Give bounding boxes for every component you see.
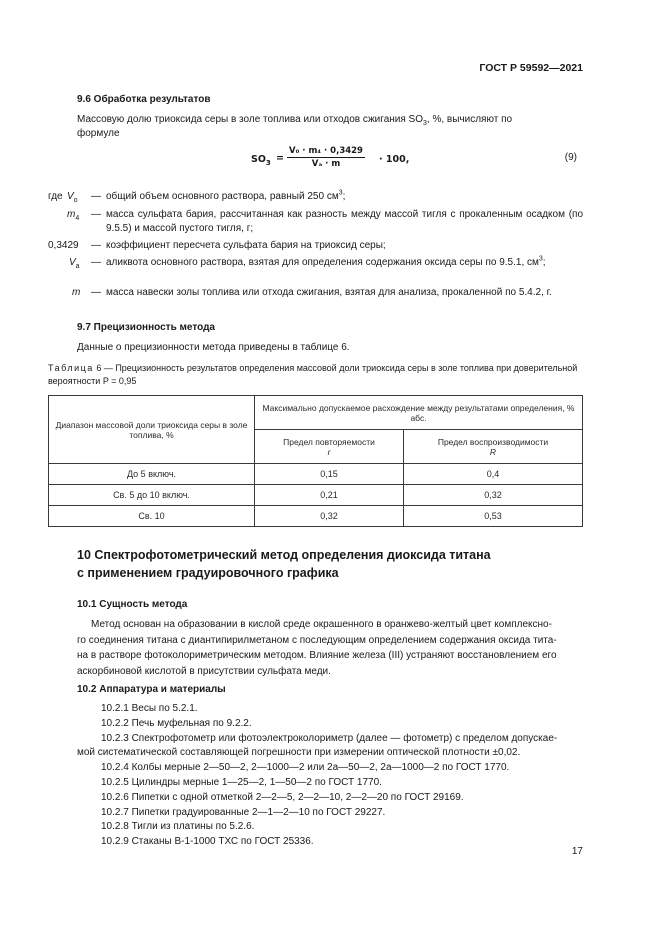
table-cell-r: 0,15: [255, 464, 404, 485]
section-9-7-text: Данные о прецизионности метода приведены в таблице 6.: [77, 342, 350, 353]
legend-text: аликвота основного раствора, взятая для определения содержания оксида серы по 9.5.1, $см^3$;: [106, 255, 546, 268]
precision-table: [48, 395, 583, 527]
legend-dash: —: [91, 257, 101, 268]
list-item: 10.2.4 Колбы мерные 2—50—2, 2—1000—2 или 2а—50—2, 2а—1000—2 по ГОСТ 1770.: [101, 762, 510, 773]
table-cell-range: Св. 5 до 10 включ.: [49, 485, 255, 506]
legend-text: общий объем основного раствора, равный 250 $см^3$;: [106, 189, 346, 202]
table-cell-range: Св. 10: [49, 506, 255, 527]
table-row: [49, 485, 583, 506]
table-row: [49, 506, 583, 527]
formula-number: (9): [564, 152, 577, 163]
section-10-1-heading: 10.1 Сущность метода: [77, 599, 188, 610]
list-item: 10.2.3 Спектрофотометр или фотоэлектроколориметр (далее — фотометр) с пределом допускае-: [101, 733, 558, 744]
list-item: мой систематической составляющей погрешности при измерении оптической плотности ±0,02.: [77, 747, 521, 758]
section-9-6-heading: 9.6 Обработка результатов: [77, 94, 211, 105]
legend-text: коэффициент пересчета сульфата бария на триоксид серы;: [106, 240, 386, 251]
table-cell-r: 0,21: [255, 485, 404, 506]
list-item: 10.2.8 Тигли из платины по 5.2.6.: [101, 821, 255, 832]
legend-symbol: m: [72, 287, 81, 298]
list-item: 10.2.1 Весы по 5.2.1.: [101, 703, 198, 714]
legend-symbol: $m_4$: [67, 209, 80, 222]
table-cell-R: 0,4: [404, 464, 583, 485]
legend-text: масса сульфата бария, рассчитанная как разность между массой тигля с прокаленным осадком (по 9.5.5) и массой пустого тигля, г;: [106, 209, 583, 234]
section-9-6-intro: Массовую долю триоксида серы в золе топлива или отходов сжигания $SO_3$, %, вычисляют по: [77, 114, 513, 127]
table-cell-R: 0,32: [404, 485, 583, 506]
section-9-7-heading: 9.7 Прецизионность метода: [77, 322, 215, 333]
list-item: 10.2.9 Стаканы В-1-1000 ТХС по ГОСТ 25336.: [101, 836, 314, 847]
legend-dash: —: [91, 209, 101, 220]
formula-lhs: $SO_3$: [251, 154, 271, 167]
table-row: [49, 464, 583, 485]
table-col2-header: Предел повторяемости r: [255, 430, 404, 464]
where-word: где: [48, 191, 63, 202]
table-col3-header: Предел воспроизводимости R: [404, 430, 583, 464]
table-cell-r: 0,32: [255, 506, 404, 527]
formula-9: [245, 146, 445, 176]
list-item: 10.2.5 Цилиндры мерные 1—25—2, 1—50—2 по ГОСТ 1770.: [101, 777, 382, 788]
legend-dash: —: [91, 287, 101, 298]
list-item: 10.2.7 Пипетки градуированные 2—1—2—10 по ГОСТ 29227.: [101, 807, 386, 818]
table-group-header: Максимально допускаемое расхождение между результатами определения, % абс.: [255, 396, 583, 430]
section-10-1-text: Метод основан на образовании в кислой среде окрашенного в оранжево-желтый цвет комплексно- го соединения титана с диантипирилметаном с последующим определением содержания оксида тита- на в растворе фотоколориметрическим методом. Влияние железа (III) устраняют восстановлением его аскорбиновой кислотой в присутствии сульфата меди.: [77, 619, 557, 677]
formula-equals: =: [276, 153, 284, 164]
legend-text: масса навески золы топлива или отхода сжигания, взятая для анализа, прокаленной по 5.4.2, г.: [106, 287, 552, 298]
legend-dash: —: [91, 191, 101, 202]
section-10-heading: 10 Спектрофотометрический метод определения диоксида титана с применением градуировочного графика: [77, 548, 491, 580]
table-6-caption: Таблица 6 — Прецизионность результатов определения массовой доли триоксида серы в золе топлива при доверительной вероятности P = 0,95: [48, 363, 578, 386]
formula-numerator: V₀ · m₄ · 0,3429: [289, 146, 363, 156]
page-number: 17: [571, 846, 583, 857]
formula-fraction: [287, 146, 365, 169]
formula-denominator: Vₐ · m: [311, 159, 341, 169]
table-cell-range: До 5 включ.: [49, 464, 255, 485]
legend-symbol: 0,3429: [48, 240, 79, 251]
table-cell-R: 0,53: [404, 506, 583, 527]
list-item: 10.2.6 Пипетки с одной отметкой 2—2—5, 2—2—10, 2—2—20 по ГОСТ 29169.: [101, 792, 464, 803]
table-col1-header: Диапазон массовой доли триоксида серы в золе топлива, %: [49, 396, 255, 464]
legend-symbol: $V_a$: [69, 257, 80, 270]
legend-dash: —: [91, 240, 101, 251]
section-10-2-heading: 10.2 Аппаратура и материалы: [77, 684, 226, 695]
legend-symbol: $V_o$: [67, 191, 78, 204]
section-9-6-intro-line2: формуле: [77, 128, 120, 139]
document-code: ГОСТ Р 59592—2021: [479, 62, 583, 74]
list-item: 10.2.2 Печь муфельная по 9.2.2.: [101, 718, 252, 729]
formula-tail: · 100,: [379, 154, 410, 165]
